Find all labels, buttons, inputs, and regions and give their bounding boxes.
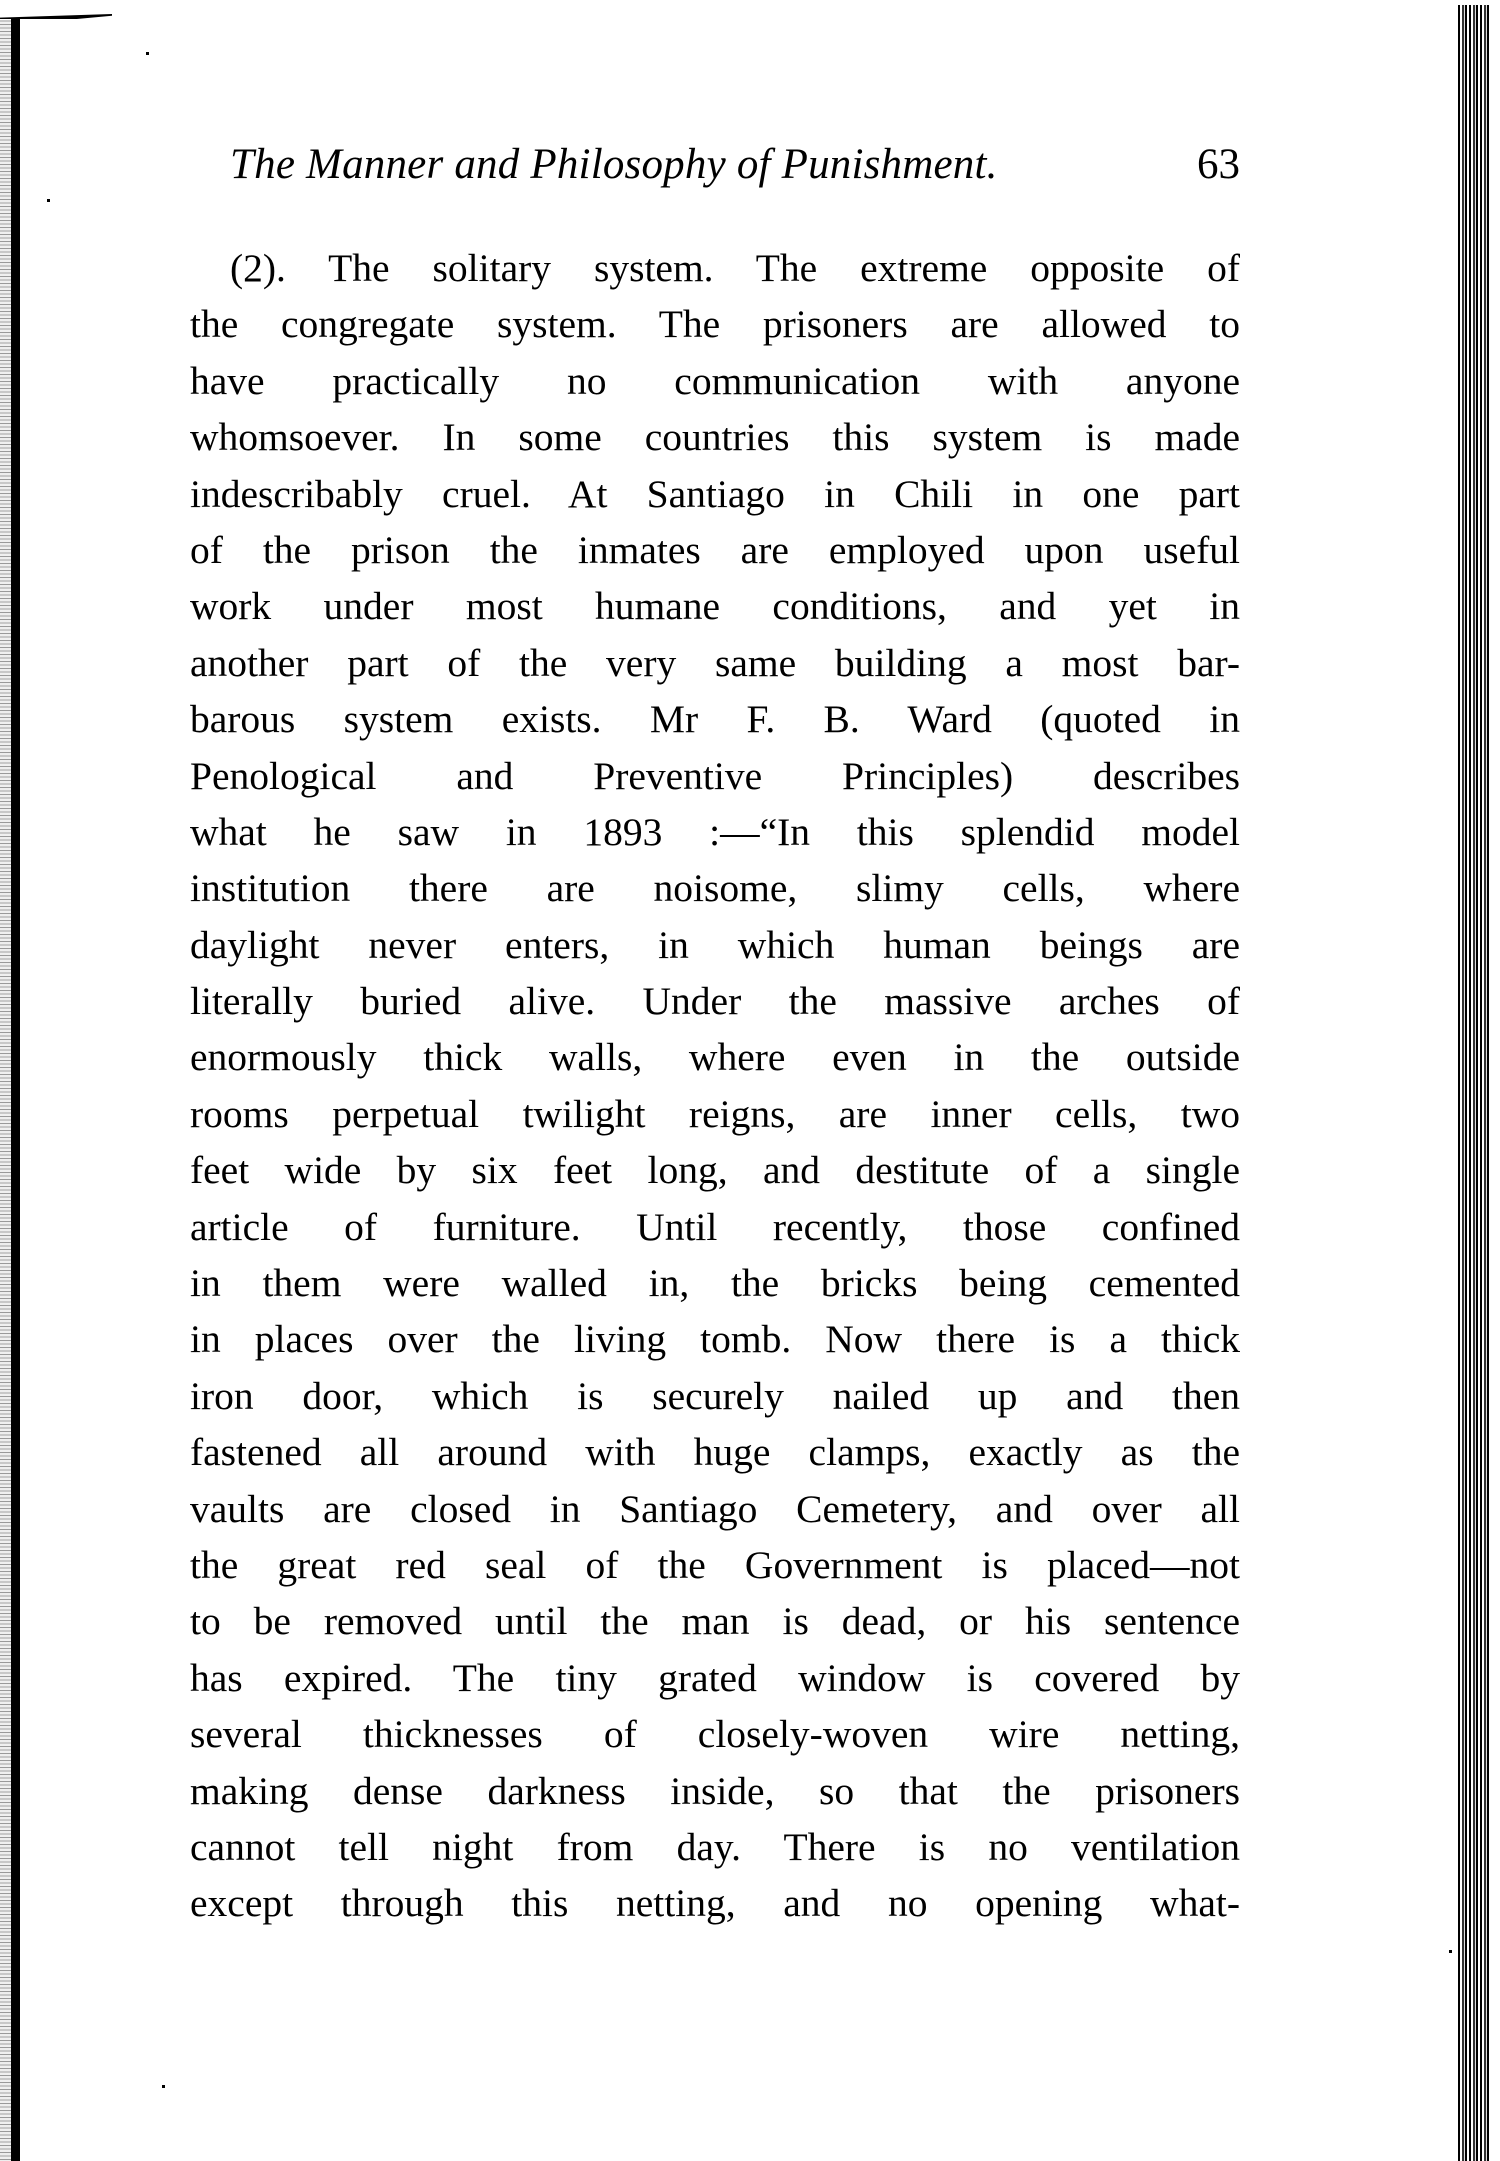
- scan-speck: [146, 52, 149, 55]
- running-title: The Manner and Philosophy of Punishment.: [230, 141, 998, 188]
- text-line: in places over the living tomb. Now there is a thick: [190, 1317, 1240, 1362]
- text-line: Penological and Preventive Principles) describes: [190, 753, 1240, 798]
- text-line: of the prison the inmates are employed upon useful: [190, 527, 1240, 572]
- text-line: iron door, which is securely nailed up and then: [190, 1373, 1240, 1418]
- text-line: cannot tell night from day. There is no ventilation: [190, 1824, 1240, 1869]
- text-line: another part of the very same building a most bar-: [190, 640, 1240, 685]
- text-line: have practically no communication with anyone: [190, 358, 1240, 403]
- binding-top-corner: [0, 14, 112, 23]
- text-line: fastened all around with huge clamps, exactly as the: [190, 1430, 1240, 1475]
- body-text: [190, 240, 1240, 1932]
- scan-speck: [162, 2085, 165, 2088]
- text-line: institution there are noisome, slimy cells, where: [190, 866, 1240, 911]
- text-line: the congregate system. The prisoners are allowed to: [190, 302, 1240, 347]
- text-line: barous system exists. Mr F. B. Ward (quoted in: [190, 697, 1240, 742]
- page-number: 63: [1197, 141, 1240, 188]
- text-line: has expired. The tiny grated window is covered by: [190, 1655, 1240, 1700]
- scan-speck: [1449, 1950, 1452, 1953]
- text-line: the great red seal of the Government is placed—not: [190, 1542, 1240, 1587]
- text-line: what he saw in 1893 :—“In this splendid model: [190, 809, 1240, 854]
- text-line: work under most humane conditions, and yet in: [190, 584, 1240, 629]
- text-line: daylight never enters, in which human beings are: [190, 922, 1240, 967]
- text-line: making dense darkness inside, so that the prisoners: [190, 1768, 1240, 1813]
- text-line: in them were walled in, the bricks being cemented: [190, 1261, 1240, 1306]
- text-line: whomsoever. In some countries this system is made: [190, 415, 1240, 460]
- text-line: (2). The solitary system. The extreme opposite of: [230, 246, 1240, 290]
- running-head: [230, 140, 1240, 189]
- text-line: vaults are closed in Santiago Cemetery, and over all: [190, 1486, 1240, 1531]
- right-page-edge: [1458, 5, 1490, 2161]
- text-line: to be removed until the man is dead, or his sentence: [190, 1599, 1240, 1644]
- text-line: several thicknesses of closely-woven wire netting,: [190, 1712, 1240, 1757]
- text-line: literally buried alive. Under the massive arches of: [190, 979, 1240, 1024]
- text-line: enormously thick walls, where even in the outside: [190, 1035, 1240, 1080]
- text-line: feet wide by six feet long, and destitute of a single: [190, 1148, 1240, 1193]
- text-line: rooms perpetual twilight reigns, are inner cells, two: [190, 1091, 1240, 1136]
- scan-speck: [47, 199, 50, 202]
- text-line: except through this netting, and no opening what-: [190, 1881, 1240, 1926]
- text-line: indescribably cruel. At Santiago in Chili in one part: [190, 471, 1240, 516]
- left-binding-rule: [11, 18, 20, 2161]
- text-line: article of furniture. Until recently, those confined: [190, 1204, 1240, 1249]
